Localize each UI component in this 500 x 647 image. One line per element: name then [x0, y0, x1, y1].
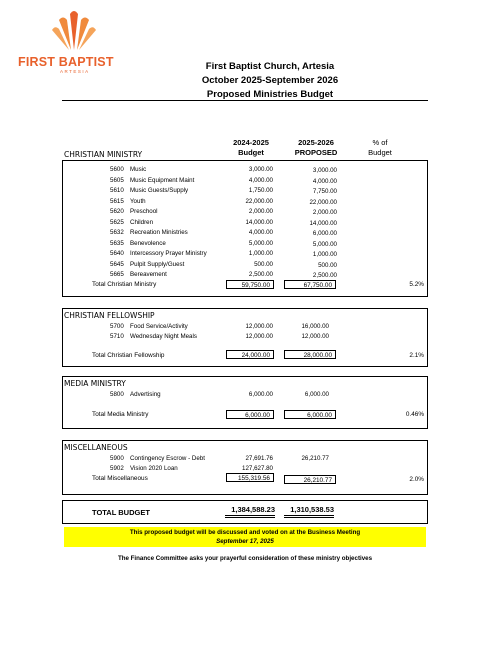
budget-value: 22,000.00: [245, 197, 273, 205]
total-budget-value: 59,750.00: [226, 280, 274, 289]
footer-note: The Finance Committee asks your prayerful consideration of these ministry objectives: [117, 555, 373, 562]
account-desc: Music Equipment Maint: [130, 176, 195, 184]
document-title: Proposed Ministries Budget: [206, 89, 334, 100]
table-row: [0, 455, 500, 466]
col-pct-header: [362, 138, 398, 158]
col-proposed-header: [288, 138, 344, 158]
account-code: 5900: [110, 455, 124, 462]
header-rule: [62, 100, 428, 101]
total-label: Total Miscellaneous: [92, 475, 148, 482]
budget-value: 12,000.00: [245, 333, 273, 340]
table-row: [0, 240, 500, 251]
account-code: 5625: [110, 218, 124, 226]
proposed-value: 14,000.00: [309, 219, 337, 227]
account-desc: Food Service/Activity: [130, 323, 188, 330]
col-budget-year: 2024-2025: [233, 138, 269, 147]
account-code: 5710: [110, 333, 124, 340]
account-code: 5615: [110, 197, 124, 205]
total-label: Total Media Ministry: [92, 411, 149, 418]
account-desc: Vision 2020 Loan: [130, 465, 178, 472]
col-proposed-label: PROPOSED: [294, 148, 338, 157]
account-desc: Music Guests/Supply: [130, 187, 189, 194]
pct-of-budget: 0.46%: [405, 411, 424, 418]
budget-value: 4,000.00: [248, 229, 273, 236]
proposed-value: 2,500.00: [312, 272, 337, 279]
table-row: [0, 229, 500, 240]
logo-name: FIRST BAPTIST: [18, 55, 114, 69]
proposed-value: 2,000.00: [312, 209, 337, 216]
account-code: 5902: [110, 465, 124, 472]
account-desc: Bereavement: [130, 271, 167, 278]
section-title-christian-ministry: CHRISTIAN MINISTRY: [64, 150, 143, 159]
account-code: 5605: [110, 176, 124, 184]
budget-value: 27,691.76: [245, 455, 273, 462]
total-budget-value: 1,384,588.23: [225, 505, 275, 518]
budget-value: 2,000.00: [248, 208, 273, 215]
account-desc: Intercessory Prayer Ministry: [130, 250, 207, 257]
total-label: Total Christian Ministry: [92, 281, 157, 288]
section-title-christian-fellowship: CHRISTIAN FELLOWSHIP: [64, 311, 155, 320]
pct-of-budget: 2.0%: [409, 476, 424, 483]
logo-subtitle: ARTESIA: [60, 69, 90, 74]
col-pct-line2: Budget: [368, 148, 392, 157]
proposed-value: 16,000.00: [301, 323, 329, 330]
budget-value: 2,500.00: [248, 271, 273, 278]
proposed-value: 5,000.00: [312, 240, 337, 248]
pct-of-budget: 2.1%: [409, 352, 424, 359]
budget-value: 14,000.00: [245, 218, 273, 226]
col-budget-label: Budget: [238, 148, 264, 157]
budget-value: 500.00: [254, 260, 273, 268]
account-code: 5610: [110, 187, 124, 194]
budget-value: 5,000.00: [248, 239, 273, 247]
account-desc: Benevolence: [130, 239, 166, 247]
proposed-value: 1,000.00: [312, 251, 337, 258]
table-row: [0, 208, 500, 219]
account-code: 5600: [110, 166, 124, 173]
account-desc: Children: [130, 218, 154, 226]
account-code: 5632: [110, 229, 124, 236]
church-logo-icon: [50, 6, 98, 54]
total-proposed-value: 1,310,538.53: [284, 505, 334, 518]
account-code: 5640: [110, 250, 124, 257]
budget-value: 6,000.00: [248, 391, 273, 398]
proposed-value: 500.00: [318, 261, 337, 269]
proposed-value: 22,000.00: [309, 198, 337, 206]
col-proposed-year: 2025-2026: [298, 138, 334, 147]
table-row: [0, 219, 500, 230]
section-title-media-ministry: MEDIA MINISTRY: [64, 379, 126, 388]
fiscal-period: October 2025-September 2026: [201, 75, 339, 86]
account-code: 5635: [110, 239, 124, 247]
table-row: [0, 250, 500, 261]
table-row: [0, 261, 500, 272]
account-desc: Recreation Ministries: [130, 229, 188, 236]
account-desc: Advertising: [130, 391, 161, 398]
budget-value: 1,000.00: [248, 250, 273, 257]
table-row: [0, 391, 500, 402]
account-desc: Wednesday Night Meals: [130, 333, 197, 340]
church-name: First Baptist Church, Artesia: [205, 61, 335, 72]
proposed-value: 26,210.77: [301, 455, 329, 462]
proposed-value: 6,000.00: [312, 230, 337, 237]
budget-value: 1,750.00: [248, 187, 273, 194]
account-desc: Youth: [130, 197, 146, 205]
pct-of-budget: 5.2%: [409, 281, 424, 288]
total-proposed-value: 6,000.00: [284, 410, 336, 419]
total-budget-value: 6,000.00: [226, 410, 274, 419]
proposed-value: 12,000.00: [301, 333, 329, 340]
business-meeting-notice: [64, 527, 426, 547]
total-budget-value: 24,000.00: [226, 350, 274, 359]
table-row: [0, 187, 500, 198]
account-desc: Contingency Escrow - Debt: [130, 455, 205, 462]
col-budget-header: [225, 138, 277, 158]
table-row: [0, 323, 500, 334]
total-proposed-value: 67,750.00: [284, 280, 336, 289]
proposed-value: 7,750.00: [312, 188, 337, 195]
table-row: [0, 198, 500, 209]
budget-value: 4,000.00: [248, 176, 273, 184]
budget-value: 127,627.80: [242, 465, 273, 472]
account-code: 5620: [110, 208, 124, 215]
table-row: [0, 166, 500, 177]
proposed-value: 4,000.00: [312, 177, 337, 185]
total-budget-value: 155,319.56: [226, 473, 274, 482]
table-row: [0, 177, 500, 188]
meeting-date: September 17, 2025: [216, 538, 274, 545]
account-desc: Music: [130, 166, 147, 173]
col-pct-line1: % of: [372, 138, 388, 147]
budget-value: 3,000.00: [248, 166, 273, 173]
total-proposed-value: 28,000.00: [284, 350, 336, 359]
section-title-miscellaneous: MISCELLANEOUS: [64, 443, 128, 452]
budget-value: 12,000.00: [245, 323, 273, 330]
table-row: [0, 333, 500, 344]
proposed-value: 6,000.00: [304, 391, 329, 398]
total-proposed-value: 26,210.77: [284, 475, 336, 484]
proposed-value: 3,000.00: [312, 167, 337, 174]
account-code: 5665: [110, 271, 124, 278]
account-code: 5645: [110, 260, 124, 268]
notice-text: This proposed budget will be discussed and voted on at the Business Meeting: [129, 529, 361, 536]
account-desc: Pulpit Supply/Guest: [130, 260, 185, 268]
account-desc: Preschool: [130, 208, 158, 215]
total-label: Total Christian Fellowship: [92, 352, 165, 359]
total-budget-label: TOTAL BUDGET: [92, 508, 150, 517]
account-code: 5700: [110, 323, 124, 330]
account-code: 5800: [110, 391, 124, 398]
